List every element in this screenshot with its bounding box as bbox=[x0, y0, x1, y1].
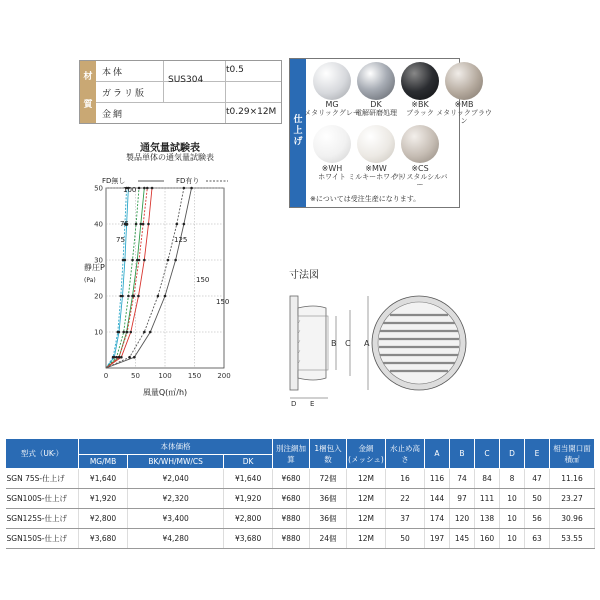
swatch-label: ※MW ミルキーホワイト bbox=[348, 164, 404, 181]
swatch-wh bbox=[313, 125, 351, 163]
material-part: 本体 bbox=[102, 68, 125, 78]
data-point bbox=[119, 295, 122, 298]
y-tick-label: 30 bbox=[94, 256, 103, 265]
x-tick-label: 150 bbox=[187, 372, 202, 380]
table-cell: ¥680 bbox=[273, 489, 310, 509]
table-cell: ¥1,920 bbox=[224, 489, 273, 509]
data-point bbox=[131, 259, 134, 262]
spec-table bbox=[5, 438, 595, 549]
data-point bbox=[164, 295, 167, 298]
material-row bbox=[96, 82, 281, 103]
series-line-100 bbox=[106, 188, 139, 368]
swatch-mb bbox=[445, 62, 483, 100]
data-point bbox=[157, 295, 160, 298]
table-cell: ¥4,280 bbox=[128, 529, 224, 549]
data-point bbox=[176, 223, 179, 226]
swatch-label: ※WH ホワイト bbox=[318, 164, 346, 181]
table-cell: 197 bbox=[425, 529, 450, 549]
data-point bbox=[174, 259, 177, 262]
dim-label-a: A bbox=[364, 339, 370, 348]
series-label: 75 bbox=[116, 236, 125, 244]
x-tick-label: 100 bbox=[158, 372, 172, 380]
table-cell: 11.16 bbox=[550, 469, 595, 489]
chart-subtitle: 製品単体の通気量試験表 bbox=[126, 153, 214, 162]
y-tick-label: 50 bbox=[94, 184, 103, 193]
series-label: 100 bbox=[123, 186, 137, 194]
table-cell: ¥3,680 bbox=[224, 529, 273, 549]
data-point bbox=[128, 356, 131, 359]
data-point bbox=[112, 356, 115, 359]
swatch-label: ※CS クリスタルシルバー bbox=[392, 164, 448, 189]
swatch-label: ※MB メタリックブラウン bbox=[436, 100, 492, 125]
table-cell: SGN150S-仕上げ bbox=[6, 529, 79, 549]
series-line-150 bbox=[106, 188, 192, 368]
table-cell: 23.27 bbox=[550, 489, 595, 509]
series-label: 75 bbox=[120, 220, 129, 228]
table-cell: ¥2,800 bbox=[224, 509, 273, 529]
table-cell: 84 bbox=[475, 469, 500, 489]
swatch-label: DK 電解研磨処理 bbox=[355, 100, 397, 117]
table-cell: ¥680 bbox=[273, 469, 310, 489]
legend-fd-with: FD有り bbox=[176, 177, 200, 185]
table-cell: ¥1,640 bbox=[224, 469, 273, 489]
finish-panel bbox=[289, 58, 492, 208]
data-point bbox=[151, 187, 154, 190]
table-cell: 10 bbox=[500, 529, 525, 549]
finish-note: ※については受注生産になります。 bbox=[310, 195, 421, 203]
table-cell: 24個 bbox=[310, 529, 347, 549]
swatch-mg bbox=[313, 62, 351, 100]
table-cell: 12M bbox=[347, 509, 386, 529]
data-point bbox=[127, 295, 130, 298]
series-label: 125 bbox=[174, 236, 188, 244]
col-price-group: 本体価格 bbox=[79, 439, 273, 455]
table-cell: 22 bbox=[386, 489, 425, 509]
data-point bbox=[183, 187, 186, 190]
table-cell: 12M bbox=[347, 469, 386, 489]
table-cell: ¥880 bbox=[273, 509, 310, 529]
table-cell: SGN 75S-仕上げ bbox=[6, 469, 79, 489]
table-cell: ¥2,320 bbox=[128, 489, 224, 509]
data-point bbox=[117, 331, 120, 334]
flange-side bbox=[290, 296, 298, 390]
data-point bbox=[143, 187, 146, 190]
table-cell: ¥1,920 bbox=[79, 489, 128, 509]
col-model: 型式（UK-） bbox=[6, 439, 79, 469]
chart-title: 通気量試験表 bbox=[140, 143, 200, 154]
table-cell: 160 bbox=[475, 529, 500, 549]
y-axis-unit: (Pa) bbox=[84, 277, 96, 284]
y-axis-label: 静圧P bbox=[84, 263, 105, 272]
table-cell: 74 bbox=[450, 469, 475, 489]
swatch-label: ※BK ブラック bbox=[406, 100, 434, 117]
col-a: A bbox=[425, 439, 450, 469]
table-cell: 63 bbox=[525, 529, 550, 549]
table-cell: ¥3,400 bbox=[128, 509, 224, 529]
data-point bbox=[167, 259, 170, 262]
dimension-title: 寸法図 bbox=[289, 270, 319, 281]
col-price-dk: DK bbox=[224, 455, 273, 469]
table-cell: ¥3,680 bbox=[79, 529, 128, 549]
data-point bbox=[140, 223, 143, 226]
table-cell: 120 bbox=[450, 509, 475, 529]
data-point bbox=[137, 295, 140, 298]
material-name: SUS304 bbox=[168, 75, 204, 85]
table-cell: 36個 bbox=[310, 489, 347, 509]
col-c: C bbox=[475, 439, 500, 469]
dim-label-b: B bbox=[331, 339, 337, 348]
table-cell: 56 bbox=[525, 509, 550, 529]
data-point bbox=[132, 295, 135, 298]
material-part: ガラリ版 bbox=[102, 89, 147, 99]
table-cell: 50 bbox=[386, 529, 425, 549]
swatch-bk bbox=[401, 62, 439, 100]
divider bbox=[163, 61, 164, 103]
finish-header-label: 仕上げ bbox=[293, 115, 303, 147]
table-cell: 72個 bbox=[310, 469, 347, 489]
data-point bbox=[142, 223, 145, 226]
swatch-cs bbox=[401, 125, 439, 163]
table-cell: 30.96 bbox=[550, 509, 595, 529]
x-tick-label: 50 bbox=[131, 372, 140, 380]
table-row bbox=[6, 469, 595, 489]
data-point bbox=[122, 259, 125, 262]
table-cell: 111 bbox=[475, 489, 500, 509]
data-point bbox=[129, 331, 132, 334]
y-tick-label: 10 bbox=[94, 328, 103, 337]
col-qty: 1梱包入数 bbox=[310, 439, 347, 469]
hood-side bbox=[298, 306, 326, 380]
data-point bbox=[147, 223, 150, 226]
x-axis-label: 風量Q(㎥/h) bbox=[142, 388, 188, 397]
data-point bbox=[118, 356, 121, 359]
material-header-char-1: 材 bbox=[83, 72, 93, 82]
table-cell: 47 bbox=[525, 469, 550, 489]
table-cell: SGN100S-仕上げ bbox=[6, 489, 79, 509]
table-cell: ¥880 bbox=[273, 529, 310, 549]
table-row bbox=[6, 509, 595, 529]
swatch-mw bbox=[357, 125, 395, 163]
series-label: 150 bbox=[216, 298, 230, 306]
material-spec: t0.29×12M bbox=[226, 107, 277, 117]
table-cell: 145 bbox=[450, 529, 475, 549]
table-cell: ¥2,800 bbox=[79, 509, 128, 529]
data-point bbox=[135, 223, 138, 226]
col-b: B bbox=[450, 439, 475, 469]
data-point bbox=[190, 187, 193, 190]
table-cell: 10 bbox=[500, 489, 525, 509]
table-cell: ¥2,040 bbox=[128, 469, 224, 489]
data-point bbox=[146, 187, 149, 190]
table-cell: SGN125S-仕上げ bbox=[6, 509, 79, 529]
series-label: 150 bbox=[196, 276, 210, 284]
airflow-chart bbox=[76, 168, 246, 398]
table-cell: 144 bbox=[425, 489, 450, 509]
table-cell: 138 bbox=[475, 509, 500, 529]
material-part: 金網 bbox=[102, 110, 125, 120]
y-tick-label: 20 bbox=[94, 292, 103, 301]
data-point bbox=[149, 331, 152, 334]
table-cell: 53.55 bbox=[550, 529, 595, 549]
table-row bbox=[6, 489, 595, 509]
dim-label-d: D bbox=[291, 400, 297, 408]
col-d: D bbox=[500, 439, 525, 469]
material-row bbox=[96, 103, 281, 123]
table-cell: 97 bbox=[450, 489, 475, 509]
legend-fd-none: FD無し bbox=[102, 177, 126, 185]
material-table bbox=[79, 60, 282, 124]
divider bbox=[225, 61, 226, 123]
col-price-mg: MG/MB bbox=[79, 455, 128, 469]
swatch-label: MG メタリックグレー bbox=[304, 100, 360, 117]
material-header bbox=[80, 61, 96, 123]
table-cell: 174 bbox=[425, 509, 450, 529]
table-cell: 50 bbox=[525, 489, 550, 509]
data-point bbox=[122, 331, 125, 334]
data-point bbox=[138, 187, 141, 190]
table-cell: 16 bbox=[386, 469, 425, 489]
table-cell: 36個 bbox=[310, 509, 347, 529]
table-cell: 12M bbox=[347, 489, 386, 509]
table-cell: 116 bbox=[425, 469, 450, 489]
swatch-dk bbox=[357, 62, 395, 100]
material-header-char-2: 質 bbox=[83, 100, 93, 110]
col-e: E bbox=[525, 439, 550, 469]
col-area: 相当開口面積㎠ bbox=[550, 439, 595, 469]
data-point bbox=[138, 259, 141, 262]
table-cell: 8 bbox=[500, 469, 525, 489]
data-point bbox=[143, 259, 146, 262]
data-point bbox=[133, 356, 136, 359]
data-point bbox=[183, 223, 186, 226]
material-row bbox=[96, 61, 281, 85]
table-cell: ¥1,640 bbox=[79, 469, 128, 489]
table-cell: 12M bbox=[347, 529, 386, 549]
dim-label-e: E bbox=[310, 400, 315, 408]
col-mesh: 金網 (メッシュ) bbox=[347, 439, 386, 469]
data-point bbox=[120, 356, 123, 359]
x-tick-label: 0 bbox=[103, 372, 109, 380]
data-point bbox=[143, 331, 146, 334]
table-row bbox=[6, 529, 595, 549]
data-point bbox=[126, 331, 129, 334]
table-cell: 37 bbox=[386, 509, 425, 529]
col-drip: 水止め高さ bbox=[386, 439, 425, 469]
material-spec: t0.5 bbox=[226, 65, 244, 75]
x-tick-label: 200 bbox=[217, 372, 231, 380]
col-other-screen: 別注網加算 bbox=[273, 439, 310, 469]
table-cell: 10 bbox=[500, 509, 525, 529]
finish-header bbox=[290, 59, 306, 207]
y-tick-label: 40 bbox=[94, 220, 103, 229]
col-price-bk: BK/WH/MW/CS bbox=[128, 455, 224, 469]
dimension-drawing bbox=[284, 286, 474, 408]
dim-label-c: C bbox=[345, 339, 351, 348]
